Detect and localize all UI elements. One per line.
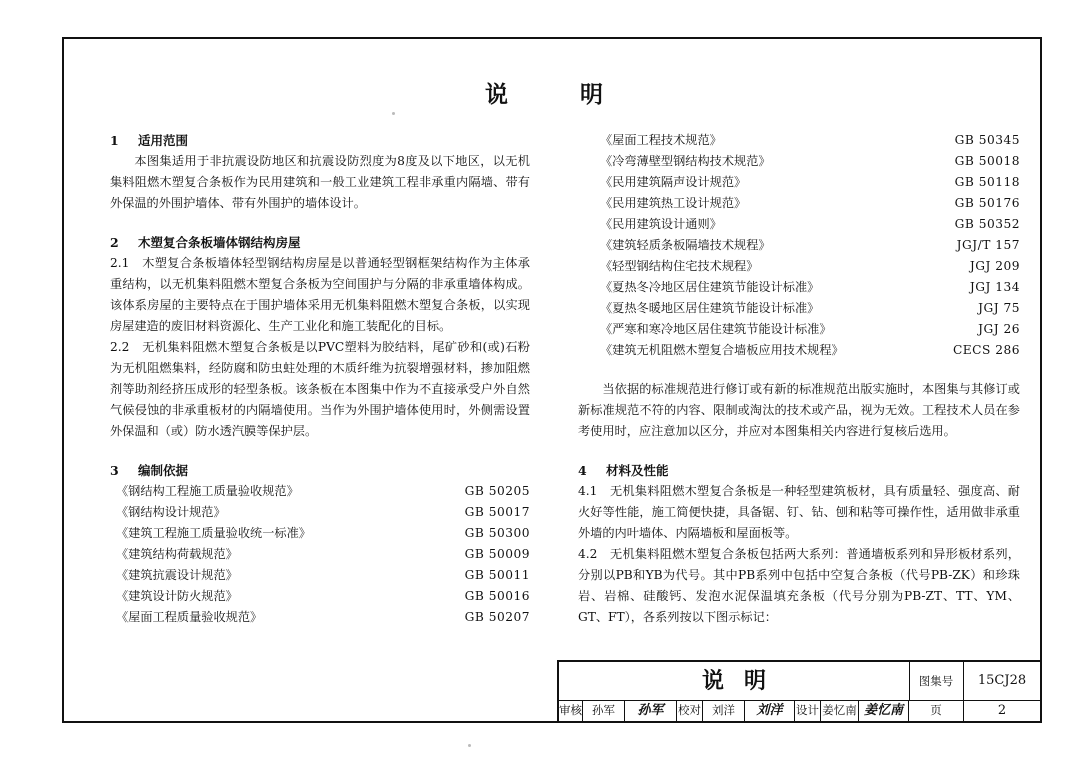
page-label: 页 [909,700,964,721]
atlas-number-label: 图集号 [909,662,964,700]
page-number: 2 [997,703,1007,718]
checker-name: 刘洋 [703,700,745,721]
standard-row: 《建筑工程施工质量验收统一标准》 GB 50300 [116,526,530,540]
standard-row: 《建筑结构荷载规范》 GB 50009 [116,547,530,561]
standards-list-right [578,130,1020,361]
review-label: 审核 [559,700,583,721]
scan-speck [392,112,395,115]
atlas-number: 15CJ28 [977,673,1027,688]
title-block-row-2 [559,700,1040,721]
section-4-2-paragraph: 4.2 无机集料阻燃木塑复合条板包括两大系列：普通墙板系列和异形板材系列，分别以PB和YB为代号。其中PB系列中包括中空复合条板（代号PB-ZK）和珍珠岩、岩棉、硅酸钙、发泡水泥保温填充条板（代号分别为PB-ZT、TT、YM、GT、FT），各系列按以下图示标记： [578,547,1020,624]
scan-speck [468,744,471,747]
standard-row: 《建筑设计防火规范》 GB 50016 [116,589,530,603]
standard-row: 《严寒和寒冷地区居住建筑节能设计标准》 JGJ 26 [600,322,1020,336]
section-2-2-paragraph: 2.2 无机集料阻燃木塑复合条板是以PVC塑料为胶结料，尾矿砂和(或)石粉为无机阻燃集料，经防腐和防虫蛀处理的木质纤维为抗裂增强材料，掺加阻燃剂等助剂经挤压成形的轻型条板。该条板在本图集中作为不直接承受户外自然气候侵蚀的非承重板材的内隔墙使用。当作为外围护墙体使用时，外侧需设置外保温和（或）防水透汽膜等保护层。 [110,340,530,438]
section-4-1-paragraph: 4.1 无机集料阻燃木塑复合条板是一种轻型建筑板材，具有质量轻、强度高、耐火好等性能，施工简便快捷，具备锯、钉、钻、刨和粘等可操作性，适用做非承重外墙的内叶墙体、内隔墙板和屋面板等。 [578,484,1020,540]
revision-note-paragraph: 当依据的标准规范进行修订或有新的标准规范出版实施时，本图集与其修订或新标准规范不符的内容、限制或淘汰的技术或产品，视为无效。工程技术人员在参考使用时，应注意加以区分，并应对本图集相关内容进行复核后选用。 [578,382,1020,438]
designer-name: 姜忆南 [821,700,859,721]
standard-row: 《冷弯薄壁型钢结构技术规范》 GB 50018 [600,154,1020,168]
standard-row: 《屋面工程技术规范》 GB 50345 [600,133,1020,147]
section-3-heading: 3 编制依据 [110,463,189,478]
reviewer-name: 孙军 [583,700,625,721]
standard-row: 《建筑抗震设计规范》 GB 50011 [116,568,530,582]
section-2-1-paragraph: 2.1 木塑复合条板墙体轻型钢结构房屋是以普通轻型钢框架结构作为主体承重结构，以无机集料阻燃木塑复合条板为空间围护与分隔的非承重墙体构成。该体系房屋的主要特点在于围护墙体采用无机集料阻燃木塑复合条板，以实现房屋建造的废旧材料资源化、生产工业化和施工装配化的目标。 [110,256,530,333]
design-label: 设计 [795,700,821,721]
standard-row: 《钢结构设计规范》 GB 50017 [116,505,530,519]
left-column [110,130,530,628]
title-block-title: 说明 [559,662,910,700]
section-1-heading: 1 适用范围 [110,133,189,148]
title-block-row-1 [559,662,1040,701]
standard-row: 《钢结构工程施工质量验收规范》 GB 50205 [116,484,530,498]
section-2-heading: 2 木塑复合条板墙体钢结构房屋 [110,235,301,250]
standard-row: 《建筑轻质条板隔墙技术规程》 JGJ/T 157 [600,238,1020,252]
page-title: 说明 [485,81,675,108]
standard-row: 《民用建筑热工设计规范》 GB 50176 [600,196,1020,210]
standard-row: 《屋面工程质量验收规范》 GB 50207 [116,610,530,624]
section-4-heading: 4 材料及性能 [578,463,669,478]
checker-signature: 刘洋 [745,700,795,721]
standard-row: 《夏热冬冷地区居住建筑节能设计标准》 JGJ 134 [600,280,1020,294]
designer-signature: 姜忆南 [859,700,909,721]
reviewer-signature: 孙军 [625,700,677,721]
standard-row: 《夏热冬暖地区居住建筑节能设计标准》 JGJ 75 [600,301,1020,315]
standards-list-left [110,481,530,628]
standard-row: 《民用建筑隔声设计规范》 GB 50118 [600,175,1020,189]
check-label: 校对 [677,700,703,721]
standard-row: 《民用建筑设计通则》 GB 50352 [600,217,1020,231]
standard-row: 《轻型钢结构住宅技术规程》 JGJ 209 [600,259,1020,273]
section-1-paragraph: 本图集适用于非抗震设防地区和抗震设防烈度为8度及以下地区，以无机集料阻燃木塑复合条板作为民用建筑和一般工业建筑工程非承重内隔墙、带有外保温的外围护墙体、带有外围护的墙体设计。 [110,154,530,210]
title-block [557,660,1040,721]
right-column [578,130,1020,628]
standard-row: 《建筑无机阻燃木塑复合墙板应用技术规程》 CECS 286 [600,343,1020,357]
